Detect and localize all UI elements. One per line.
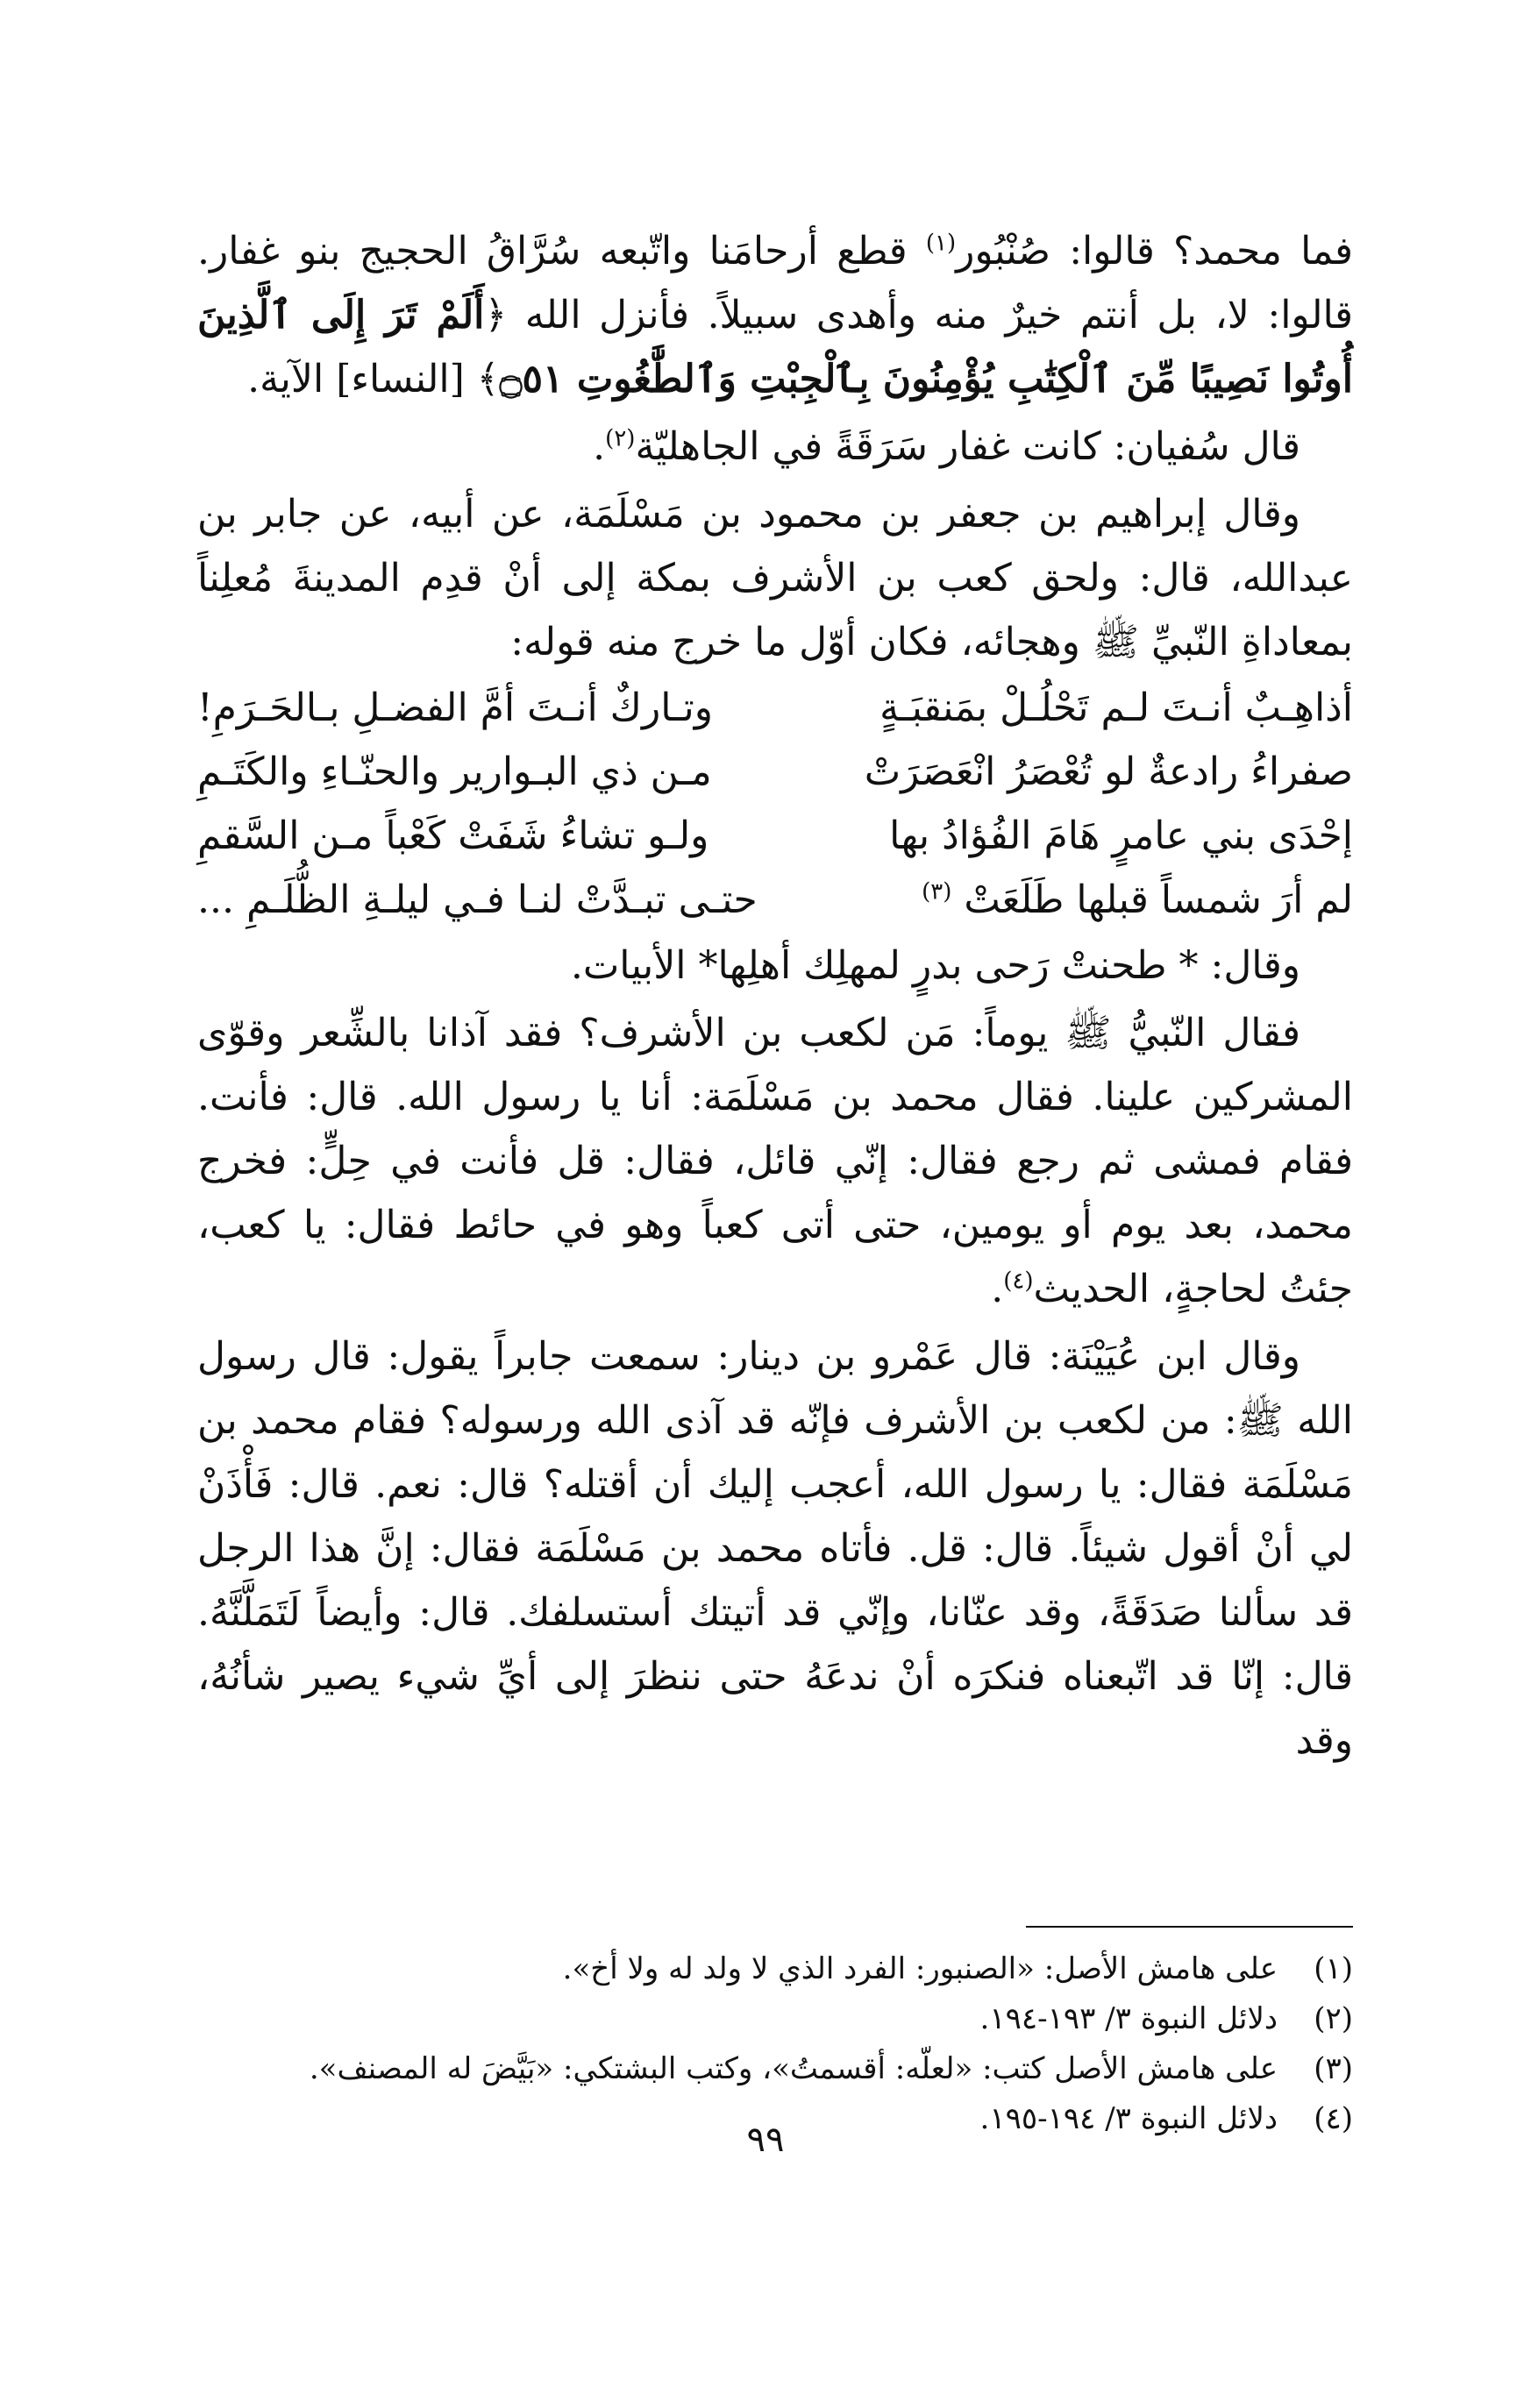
footnote-number: (١) <box>1314 1951 1353 1986</box>
paragraph-6: وقال ابن عُيَيْنَة: قال عَمْرو بن دينار: سمعت جابراً يقول: قال رسول الله ﷺ: من لكعب بن الأشرف فإنّه قد آذى الله ورسوله؟ فقام محمد بن مَسْلَمَة فقال: يا رسول الله، أعجب إليك أن أقتله؟ قال: نعم. قال: فَأْذَنْ لي أنْ أقول شيئاً. قال: قل. فأتاه محمد بن مَسْلَمَة فقال: إنَّ هذا الرجل قد سألنا صَدَقَةً، وقد عنّانا، وإنّي قد أتيتك أستسلفك. قال: وأيضاً لَتَمَلَّنَّهُ. قال: إنّا قد اتّبعناه فنكرَه أنْ ندعَهُ حتى ننظرَ إلى أيِّ شيء يصير شأنُهُ، وقد <box>197 1334 1353 1763</box>
footnote-number: (٤) <box>1314 2101 1353 2136</box>
paragraph-2-end: . <box>593 424 606 469</box>
footnotes <box>197 1944 1353 2144</box>
footnote-marker-2: (٢) <box>605 425 636 452</box>
footnote-text: دلائل النبوة ٣/ ١٩٣-١٩٤. <box>979 2001 1278 2036</box>
verse-second-hemistich-text: حتـى تبـدَّتْ لنـا فـي ليلـةِ الظُّلَـمِ <box>246 877 758 922</box>
footnote-number: (٢) <box>1314 2001 1353 2036</box>
poem-verse <box>197 676 1353 740</box>
verse-first-hemistich-text: لم أرَ شمساً قبلها طَلَعَتْ <box>964 877 1353 922</box>
page-number: ٩٩ <box>746 2120 785 2160</box>
paragraph-5-end: . <box>991 1267 1004 1311</box>
paragraph-1-text: قطع أرحامَنا واتّبعه سُرَّاقُ الحجيج بنو غفار. قالوا: لا، بل أنتم خيرٌ منه وأهدى سبيلاً. فأنزل الله ﴿ <box>197 229 1353 337</box>
verse-second-hemistich: ولـو تشاءُ شَفَتْ كَعْباً مـن السَّقمِ <box>197 813 709 858</box>
verse-second-hemistich: مـن ذي البـوارير والحنّـاءِ والكَتَـمِ <box>197 749 712 794</box>
paragraph-5 <box>197 1001 1353 1321</box>
paragraph-5-text: فقال النّبيُّ ﷺ يوماً: مَن لكعب بن الأشرف؟ فقد آذانا بالشِّعر وقوّى المشركين علينا. فقال محمد بن مَسْلَمَة: أنا يا رسول الله. قال: فأنت. فقام فمشى ثم رجع فقال: إنّي قائل، فقال: قل فأنت في حِلٍّ: فخرج محمد، بعد يوم أو يومين، حتى أتى كعباً وهو في حائط فقال: يا كعب، جئتُ لحاجةٍ، الحديث <box>197 1011 1353 1311</box>
verse-first-hemistich: أذاهِـبٌ أنـتَ لـم تَحْلُـلْ بمَنقبَـةٍ <box>879 685 1353 730</box>
main-text <box>197 219 1353 1772</box>
paragraph-2 <box>197 415 1353 479</box>
paragraph-4: وقال: * طحنتْ رَحى بدرٍ لمهلِك أهلِها* الأبيات. <box>570 943 1300 988</box>
quran-verse: أَلَمْ تَرَ إِلَى ٱلَّذِينَ أُوتُوا نَصِيبًا مِّنَ ٱلْكِتَٰبِ يُؤْمِنُونَ بِٱلْجِبْتِ وَٱلطَّٰغُوتِ ۝٥١ <box>197 293 1353 401</box>
verse-second-hemistich <box>197 868 758 932</box>
footnote-number: (٣) <box>1314 2051 1353 2086</box>
paragraph-1-lead: فما محمد؟ قالوا: صُنْبُور <box>956 229 1353 273</box>
footnote <box>197 1944 1353 1994</box>
footnote-marker-4: (٤) <box>1003 1268 1034 1295</box>
footnote <box>197 1994 1353 2044</box>
footnote-divider <box>1026 1926 1353 1928</box>
footnote-text: دلائل النبوة ٣/ ١٩٤-١٩٥. <box>979 2101 1278 2136</box>
paragraph-1 <box>197 219 1353 411</box>
poem-verse <box>197 740 1353 804</box>
footnote-text: على هامش الأصل كتب: «لعلّه: أقسمتُ»، وكتب البشتكي: «بَيَّضَ له المصنف». <box>309 2051 1278 2086</box>
poem-verse <box>197 868 1353 932</box>
verse-ellipsis: ... <box>197 877 234 922</box>
verse-second-hemistich: وتـاركٌ أنـتَ أمَّ الفضـلِ بـالحَـرَمِ! <box>197 685 713 730</box>
verse-first-hemistich: صفراءُ رادعةٌ لو تُعْصَرُ انْعَصَرَتْ <box>864 749 1353 794</box>
footnote-text: على هامش الأصل: «الصنبور: الفرد الذي لا ولد له ولا أخ». <box>562 1951 1278 1986</box>
footnote-marker-3: (٣) <box>922 878 952 906</box>
paragraph-3: وقال إبراهيم بن جعفر بن محمود بن مَسْلَمَة، عن أبيه، عن جابر بن عبدالله، قال: ولحق كعب بن الأشرف بمكة إلى أنْ قدِم المدينةَ مُعلِناً بمعاداةِ النّبيِّ ﷺ وهجائه، فكان أوّل ما خرج منه قوله: <box>197 492 1353 664</box>
poem <box>197 676 1353 932</box>
paragraph-1-tail: ﴾ [النساء] الآية. <box>247 357 500 401</box>
verse-first-hemistich <box>922 868 1353 932</box>
verse-first-hemistich: إحْدَى بني عامرٍ هَامَ الفُؤادُ بها <box>889 813 1353 858</box>
footnote-marker-1: (١) <box>925 230 957 257</box>
poem-verse <box>197 804 1353 868</box>
footnote <box>197 2044 1353 2094</box>
paragraph-2-text: قال سُفيان: كانت غفار سَرَقَةً في الجاهليّة <box>635 424 1300 469</box>
